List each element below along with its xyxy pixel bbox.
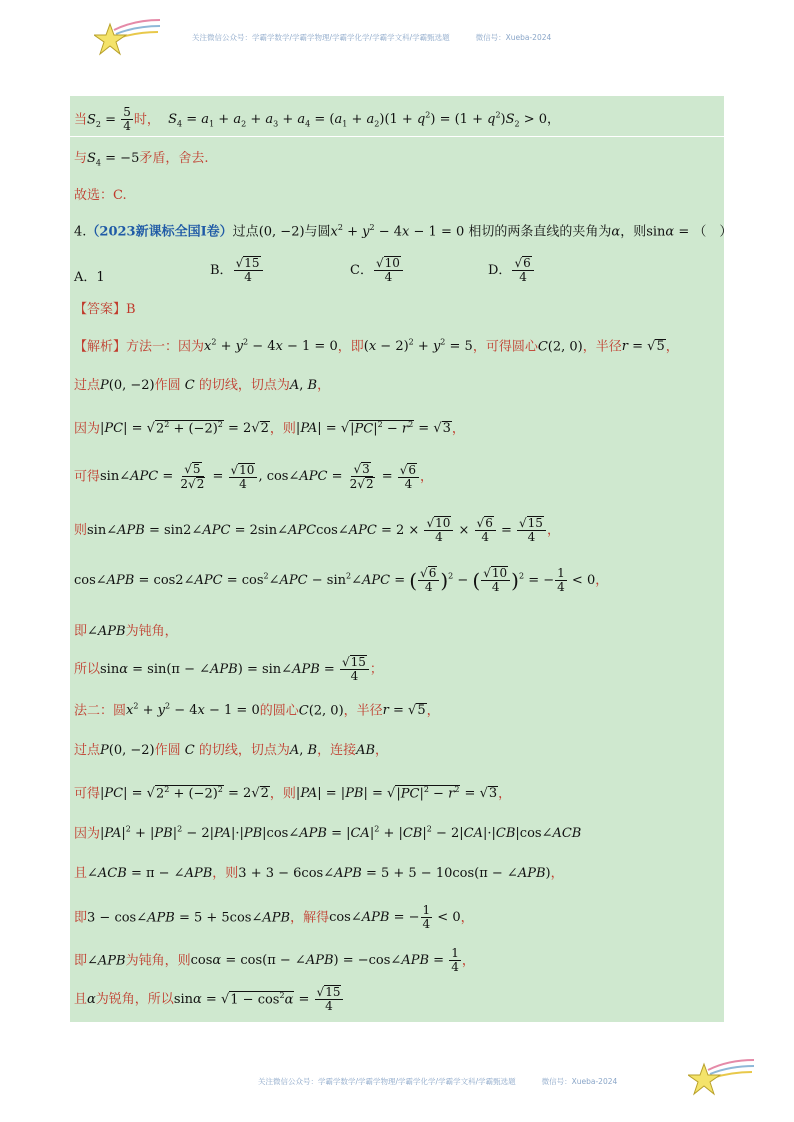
option-d: D． √ $\frac{6}{4}$ [488,256,535,285]
option-a: A．1 [74,270,105,285]
line-pc-2: 可得|PC| = √ $2^2 + (-2)^2 = 2√$ 2，则|PA| = |PB| = √ $|PC|^2 - r^2$ = √ 3， [74,785,511,802]
line-sin-apc: 可得sin∠APC = √ $\frac{5}{2√ 2}$ = √ $\frac{10}{4}$ , cos∠APC = √ $\frac{3}{2√ 2}$ = √ $\frac{6}{4}$ ， [74,462,433,492]
shooting-star-icon [94,16,164,58]
line-solve: 即3 − cos∠APB = 5 + 5cos∠APB，解得cos∠APB = − $\frac{1}{4}$ < 0， [74,903,474,932]
shooting-star-icon [688,1056,758,1098]
line-contradiction: 与$S_4 = -5$矛盾，舍去. [74,151,209,168]
line-pc: 因为|PC| = √ $2^2 + (-2)^2 = 2√$ 2，则|PA| = √ $|PC|^2 - r^2$ = √ 3， [74,420,465,437]
line-choose: 故选：C. [74,188,127,203]
question-4: 4.（2023新课标全国Ⅰ卷）过点(0, −2)与圆$x^2 + y^2 - 4x - 1 = 0$ 相切的两条直线的夹角为α，则sinα = （ ） [74,223,733,240]
line-obtuse: 即∠APB为钝角， [74,624,178,639]
line-sin-alpha: 且α为锐角，所以sinα = √ $1 - \cos^2\alpha$ = √ $\frac{15}{4}$ [74,985,344,1014]
line-sin-apb: 则sin∠APB = sin2∠APC = 2sin∠APCcos∠APC = 2 × √ $\frac{10}{4}$ × √ $\frac{6}{4}$ = √ $\frac{15}{4}$ ， [74,516,560,545]
line-method2: 法二：圆$x^2 + y^2 - 4x - 1 = 0$的圆心C(2, 0)，半径r = √ 5， [74,703,440,719]
line-s2: 当$S_2$ = $\frac{5}{4}$ 时， $S_4 = a_1 + a_2 + a_3 + a_4 = (a_1 + a_2)(1 + q^2) = (1 + q^2)S_2 > 0$， [74,105,561,134]
answer: 【答案】B [74,302,136,317]
line-tangent-2: 过点P(0, −2)作圆 C 的切线，切点为A, B，连接AB， [74,743,389,758]
line-cosine-law: 因为$|PA|^2 + |PB|^2$ − 2|PA|·|PB|cos∠APB = $|CA|^2 + |CB|^2$ − 2|CA|·|CB|cos∠ACB [74,825,582,842]
option-c: C． √ $\frac{10}{4}$ [350,256,404,285]
line-acb: 且∠ACB = π − ∠APB，则3 + 3 − 6cos∠APB = 5 + 5 − 10cos(π − ∠APB)， [74,866,564,881]
line-cos-apb: cos∠APB = cos2∠APC = $\cos^2\angle APC$ − $\sin^2\angle APC$ = ( √ $\frac{6}{4}$ )$^2$ − ( √ $\frac{10}{4}$ )$^2$ = − $\frac{1}{4}$ < 0， [74,566,608,595]
line-tangent: 过点P(0, −2)作圆 C 的切线，切点为A, B， [74,378,331,393]
page-header: 关注微信公众号：学霸学数学/学霸学物理/学霸学化学/学霸学文科/学霸甄选题 微信号：Xueba-2024 [192,33,552,42]
page-footer: 关注微信公众号：学霸学数学/学霸学物理/学霸学化学/学霸学文科/学霸甄选题 微信号：Xueba-2024 [258,1077,618,1086]
line-cos-alpha: 即∠APB为钝角，则cosα = cos(π − ∠APB) = −cos∠APB = $\frac{1}{4}$ ， [74,946,475,975]
line-so: 所以sinα = sin(π − ∠APB) = sin∠APB = √ $\frac{15}{4}$ ； [74,655,383,684]
line-method1: 【解析】方法一：因为$x^2 + y^2 - 4x - 1 = 0$，即$(x - 2)^2 + y^2 = 5$，可得圆心C(2, 0)，半径r = √ 5， [74,339,679,355]
option-b: B． √ $\frac{15}{4}$ [210,256,264,285]
